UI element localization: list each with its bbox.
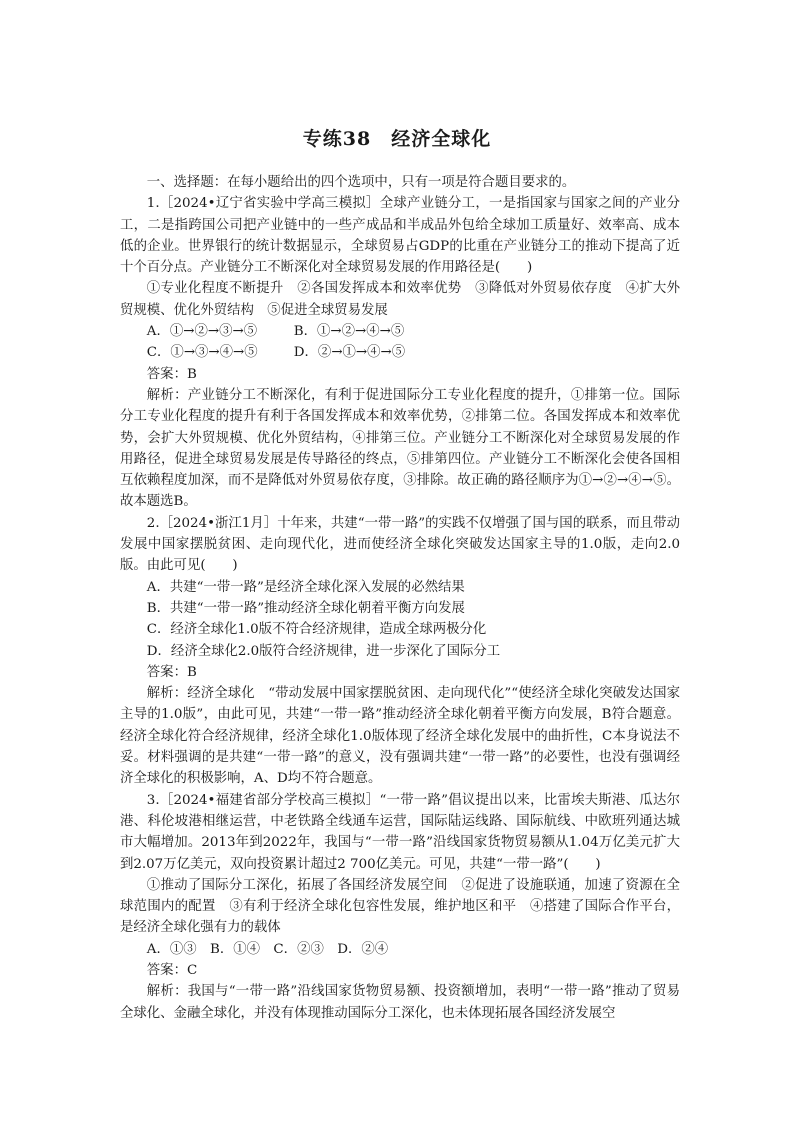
q1-option-b: B．①→②→④→⑤ [293,324,405,340]
q1-options-row-1 [120,321,680,342]
q3-analysis: 解析：我国与“一带一路”沿线国家货物贸易额、投资额增加，表明“一带一路”推动了贸易全球化、金融全球化，并没有体现推动国际分工深化，也未体现拓展各国经济发展空 [120,984,680,1021]
q2-option-a: A．共建“一带一路”是经济全球化深入发展的必然结果 [146,579,465,595]
q2-stem: 2.［2024•浙江1月］十年来，共建“一带一路”的实践不仅增强了国与国的联系，而且带动发展中国家摆脱贫困、走向现代化，进而使经济全球化突破发达国家主导的1.0版，走向2.0版。由此可见( ) [120,515,680,574]
q1-option-a: A．①→②→③→⑤ [146,324,258,340]
q3-stem: 3.［2024•福建省部分学校高三模拟］“一带一路”倡议提出以来，比雷埃夫斯港、瓜达尔港、科伦坡港相继运营，中老铁路全线通车运营，国际陆运线路、国际航线、中欧班列通达城市大幅增加。2013年到2022年，我国与“一带一路”沿线国家货物贸易额从1.04万亿美元扩大到2.07万亿美元，双向投资累计超过2 700亿美元。可见，共建“一带一路”( ) [120,792,680,872]
q1-option-c: C．①→③→④→⑤ [146,345,258,361]
q1-analysis: 解析：产业链分工不断深化，有利于促进国际分工专业化程度的提升，①排第一位。国际分工专业化程度的提升有利于各国发挥成本和效率优势，②排第二位。各国发挥成本和效率优势，会扩大外贸规模、优化外贸结构，④排第三位。产业链分工不断深化对全球贸易发展的作用路径，促进全球贸易发展是传导路径的终点，⑤排第四位。产业链分工不断深化会使各国相互依赖程度加深，而不是降低对外贸易依存度，③排除。故正确的路径顺序为①→②→④→⑤。故本题选B。 [120,387,680,510]
document-body [120,172,680,1024]
q1-answer: 答案：B [146,366,197,382]
section-heading: 一、选择题：在每小题给出的四个选项中，只有一项是符合题目要求的。 [146,175,576,190]
q3-items: ①推动了国际分工深化，拓展了各国经济发展空间 ②促进了设施联通，加速了资源在全球范围内的配置 ③有利于经济全球化包容性发展，维护地区和平 ④搭建了国际合作平台，是经济全球化强有力的载体 [120,877,680,936]
q3-options: A．①③ B．①④ C．②③ D．②④ [146,941,389,957]
q2-option-c: C．经济全球化1.0版不符合经济规律，造成全球两极分化 [146,622,487,638]
q2-analysis: 解析：经济全球化 “带动发展中国家摆脱贫困、走向现代化”“使经济全球化突破发达国家主导的1.0版”，由此可见，共建“一带一路”推动经济全球化朝着平衡方向发展，B符合题意。经济全球化符合经济规律，经济全球化1.0版体现了经济全球化发展中的曲折性，C本身说法不妥。材料强调的是共建“一带一路”的意义，没有强调共建“一带一路”的必要性，也没有强调经济全球化的积极影响，A、D均不符合题意。 [120,686,680,787]
q2-option-d: D．经济全球化2.0版符合经济规律，进一步深化了国际分工 [146,643,501,659]
q1-option-d: D．②→①→④→⑤ [293,345,406,361]
q1-options-row-2 [120,342,680,363]
q1-stem: 1.［2024•辽宁省实验中学高三模拟］全球产业链分工，一是指国家与国家之间的产业分工，二是指跨国公司把产业链中的一些产成品和半成品外包给全球加工质量好、效率高、成本低的企业。世界银行的统计数据显示，全球贸易占GDP的比重在产业链分工的推动下提高了近十个百分点。产业链分工不断深化对全球贸易发展的作用路径是( ) [120,196,680,276]
q2-option-b: B．共建“一带一路”推动经济全球化朝着平衡方向发展 [146,600,465,616]
q2-answer: 答案：B [146,664,197,680]
document-title: 专练38 经济全球化 [302,128,492,150]
q3-answer: 答案：C [146,962,198,978]
q1-items: ①专业化程度不断提升 ②各国发挥成本和效率优势 ③降低对外贸易依存度 ④扩大外贸规模、优化外贸结构 ⑤促进全球贸易发展 [120,281,680,318]
